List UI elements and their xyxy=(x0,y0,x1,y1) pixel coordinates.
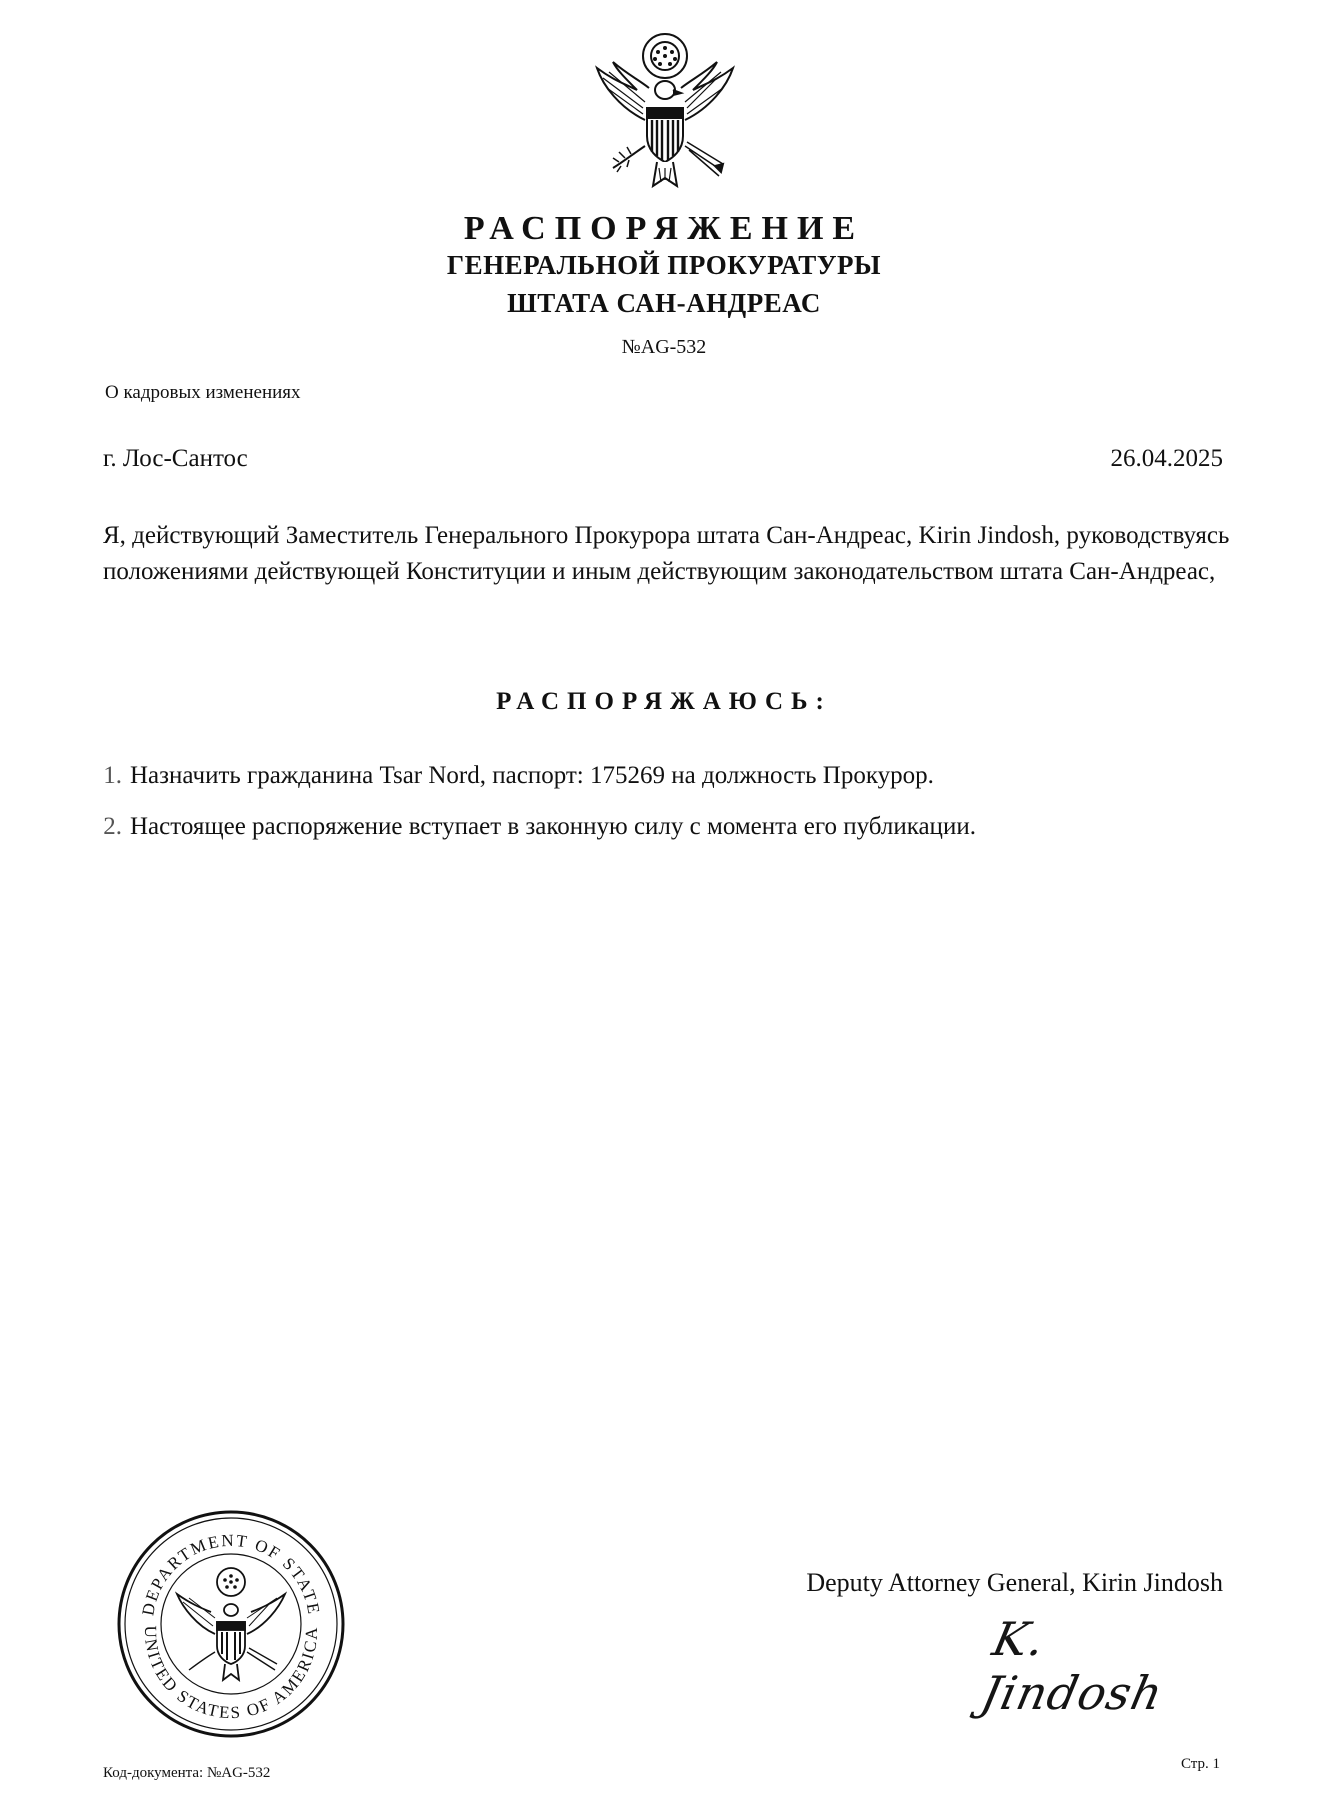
list-item xyxy=(88,762,1238,813)
document-date: 26.04.2025 xyxy=(1110,445,1223,472)
document-subtitle-line-1: ГЕНЕРАЛЬНОЙ ПРОКУРАТУРЫ xyxy=(446,250,882,280)
document-city: г. Лос-Сантос xyxy=(103,445,248,472)
orders-list xyxy=(88,762,1238,864)
order-number: 2. xyxy=(103,813,122,840)
seal-bottom-text: UNITED STATES OF AMERICA xyxy=(140,1625,322,1723)
document-subject: О кадровых изменениях xyxy=(105,382,301,403)
order-number: 1. xyxy=(103,762,122,789)
document-number: №AG-532 xyxy=(621,336,707,358)
signer-title: Deputy Attorney General, Kirin Jindosh xyxy=(806,1568,1223,1597)
footer-document-code: Код-документа: №AG-532 xyxy=(103,1765,271,1781)
order-text: Назначить гражданина Tsar Nord, паспорт: 175269 на должность Прокурор. xyxy=(130,762,934,789)
department-seal-icon xyxy=(115,1508,347,1740)
seal-top-text: DEPARTMENT OF STATE xyxy=(138,1530,324,1618)
decree-heading: РАСПОРЯЖАЮСЬ: xyxy=(496,688,832,715)
document-subtitle-line-2: ШТАТА САН-АНДРЕАС xyxy=(507,288,821,318)
handwritten-signature xyxy=(976,1612,1228,1720)
eagle-emblem-icon xyxy=(585,28,745,198)
order-text: Настоящее распоряжение вступает в законную силу с момента его публикации. xyxy=(130,813,976,840)
document-title: РАСПОРЯЖЕНИЕ xyxy=(463,210,865,247)
document-preamble: Я, действующий Заместитель Генерального Прокурора штата Сан-Андреас, Kirin Jindosh, руководствуясь положениями действующей Конституции и иным действующим законодательством штата Сан-Андреас, xyxy=(103,522,1230,585)
footer-page-number: Стр. 1 xyxy=(1180,1756,1220,1772)
signature-text: K. Jindosh xyxy=(976,1612,1169,1720)
list-item xyxy=(88,813,1238,864)
